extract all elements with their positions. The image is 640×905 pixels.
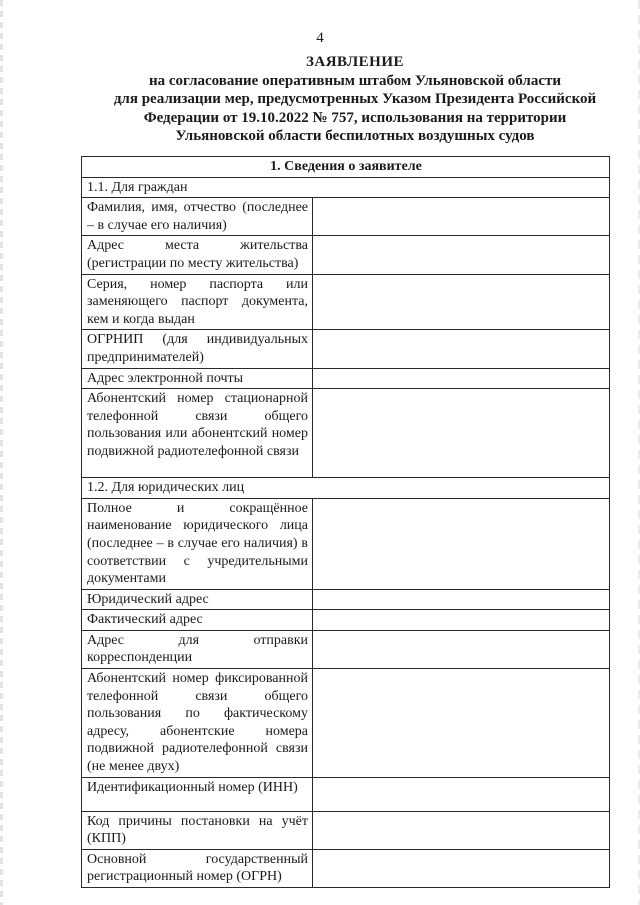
field-label-full-name: Фамилия, имя, отчество (последнее – в случае его наличия) [82, 198, 313, 236]
field-value-citizen-phone[interactable] [313, 389, 610, 478]
field-label-mailing-address: Адрес для отправки корреспонденции [82, 630, 313, 668]
field-value-email[interactable] [313, 368, 610, 389]
field-value-passport[interactable] [313, 274, 610, 330]
field-value-legal-name[interactable] [313, 498, 610, 589]
field-value-ogrnip[interactable] [313, 330, 610, 368]
field-value-ogrn[interactable] [313, 849, 610, 887]
page-number: 4 [316, 30, 324, 46]
title-line: для реализации мер, предусмотренных Указом Президента Российской [113, 91, 597, 108]
title-line: Ульяновской области беспилотных воздушных судов [175, 128, 535, 145]
field-label-ogrnip: ОГРНИП (для индивидуальных предпринимателей) [82, 330, 313, 368]
field-value-full-name[interactable] [313, 198, 610, 236]
applicant-form-table [81, 156, 610, 888]
field-label-legal-phone: Абонентский номер фиксированной телефонной связи общего пользования по фактическому адресу, абонентские номера подвижной радиотелефонной связи (не менее двух) [82, 669, 313, 778]
field-value-mailing-address[interactable] [313, 630, 610, 668]
form-header: 1. Сведения о заявителе [82, 157, 610, 178]
field-label-email: Адрес электронной почты [82, 368, 313, 389]
title-line: Федерации от 19.10.2022 № 757, использования на территории [143, 109, 567, 126]
field-label-kpp: Код причины постановки на учёт (КПП) [82, 811, 313, 849]
field-label-actual-address: Фактический адрес [82, 610, 313, 631]
field-value-inn[interactable] [313, 777, 610, 811]
document-title [60, 53, 640, 146]
section-citizens: 1.1. Для граждан [82, 177, 610, 198]
field-value-legal-phone[interactable] [313, 669, 610, 778]
field-label-residence-address: Адрес места жительства (регистрации по месту жительства) [82, 236, 313, 274]
field-value-legal-address[interactable] [313, 589, 610, 610]
field-label-legal-address: Юридический адрес [82, 589, 313, 610]
section-legal-entities: 1.2. Для юридических лиц [82, 478, 610, 499]
title-main: ЗАЯВЛЕНИЕ [305, 54, 405, 70]
field-label-ogrn: Основной государственный регистрационный номер (ОГРН) [82, 849, 313, 887]
field-value-actual-address[interactable] [313, 610, 610, 631]
field-label-passport: Серия, номер паспорта или заменяющего паспорт документа, кем и когда выдан [82, 274, 313, 330]
field-value-kpp[interactable] [313, 811, 610, 849]
title-line: на согласование оперативным штабом Ульяновской области [148, 72, 562, 89]
field-label-inn: Идентификационный номер (ИНН) [82, 777, 313, 811]
field-label-legal-name: Полное и сокращённое наименование юридического лица (последнее – в случае его наличия) в соответствии с учредительными документами [82, 498, 313, 589]
field-value-residence-address[interactable] [313, 236, 610, 274]
field-label-citizen-phone: Абонентский номер стационарной телефонной связи общего пользования или абонентский номер подвижной радиотелефонной связи [82, 389, 313, 478]
scan-edge-left [0, 0, 3, 905]
